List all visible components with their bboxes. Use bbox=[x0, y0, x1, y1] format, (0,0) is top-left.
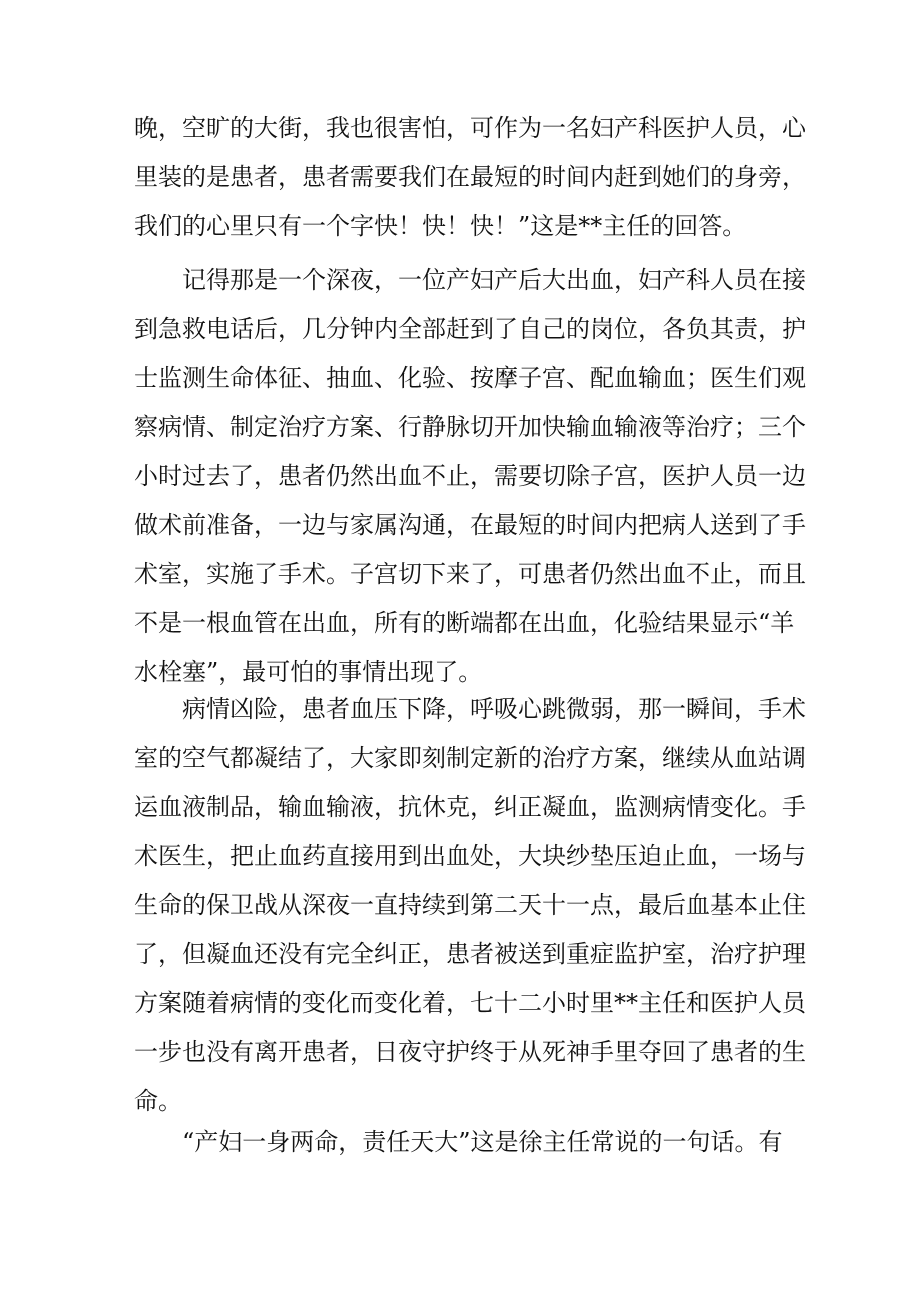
text-line: 记得那是一个深夜，一位产妇产后大出血，妇产科人员在接 bbox=[134, 266, 806, 294]
text-line: 病情凶险，患者血压下降，呼吸心跳微弱，那一瞬间，手术 bbox=[134, 695, 806, 723]
paragraph-2 bbox=[134, 256, 806, 697]
text-line: 士监测生命体征、抽血、化验、按摩子宫、配血输血；医生们观 bbox=[134, 364, 806, 392]
text-line: 小时过去了，患者仍然出血不止，需要切除子宫，医护人员一边 bbox=[134, 462, 806, 490]
text-line: 我们的心里只有一个字快！快！快！”这是**主任的回答。 bbox=[134, 212, 747, 240]
text-line: 察病情、制定治疗方案、行静脉切开加快输血输液等治疗；三个 bbox=[134, 413, 806, 441]
text-line: 命。 bbox=[134, 1087, 182, 1115]
paragraph-1 bbox=[134, 104, 806, 251]
text-line: 了，但凝血还没有完全纠正，患者被送到重症监护室，治疗护理 bbox=[134, 940, 806, 968]
text-line: 里装的是患者，患者需要我们在最短的时间内赶到她们的身旁， bbox=[134, 163, 806, 191]
text-line: “产妇一身两命，责任天大”这是徐主任常说的一句话。有 bbox=[134, 1128, 783, 1156]
text-line: 方案随着病情的变化而变化着，七十二小时里**主任和医护人员 bbox=[134, 989, 806, 1017]
text-line: 做术前准备，一边与家属沟通，在最短的时间内把病人送到了手 bbox=[134, 511, 806, 539]
text-line: 术医生，把止血药直接用到出血处，大块纱垫压迫止血，一场与 bbox=[134, 842, 806, 870]
paragraph-4 bbox=[134, 1118, 794, 1167]
text-line: 到急救电话后，几分钟内全部赶到了自己的岗位，各负其责，护 bbox=[134, 315, 806, 343]
text-line: 水栓塞”，最可怕的事情出现了。 bbox=[134, 658, 483, 686]
text-line: 晚，空旷的大街，我也很害怕，可作为一名妇产科医护人员，心 bbox=[134, 114, 806, 142]
text-line: 不是一根血管在出血，所有的断端都在出血，化验结果显示“羊 bbox=[134, 609, 795, 637]
text-line: 生命的保卫战从深夜一直持续到第二天十一点，最后血基本止住 bbox=[134, 891, 806, 919]
paragraph-3 bbox=[134, 685, 806, 1126]
text-line: 一步也没有离开患者，日夜守护终于从死神手里夺回了患者的生 bbox=[134, 1038, 806, 1066]
text-line: 术室，实施了手术。子宫切下来了，可患者仍然出血不止，而且 bbox=[134, 560, 806, 588]
text-line: 运血液制品，输血输液，抗休克，纠正凝血，监测病情变化。手 bbox=[134, 793, 806, 821]
text-line: 室的空气都凝结了，大家即刻制定新的治疗方案，继续从血站调 bbox=[134, 744, 806, 772]
